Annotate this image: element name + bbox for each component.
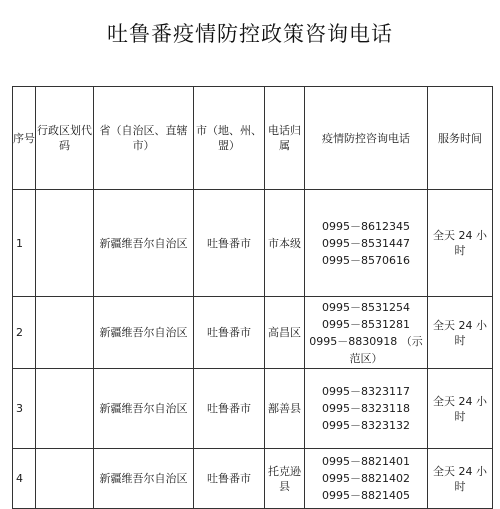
- row-service-time: 全天 24 小时: [428, 449, 493, 509]
- hotline-table: [12, 86, 493, 509]
- phone-number: 0995－8323117: [322, 385, 410, 398]
- row-province: 新疆维吾尔自治区: [94, 449, 194, 509]
- table-header-row: [13, 87, 493, 190]
- row-region-code: [36, 369, 94, 449]
- row-region-code: [36, 449, 94, 509]
- row-phones: [305, 449, 428, 509]
- row-city: 吐鲁番市: [194, 449, 265, 509]
- phone-number: 0995－8612345: [322, 219, 410, 233]
- row-phones: [305, 369, 428, 449]
- table-row: [13, 190, 493, 297]
- phone-number: 0995－8570616: [322, 253, 410, 267]
- row-service-time: 全天 24 小时: [428, 369, 493, 449]
- row-seq: 2: [13, 297, 36, 369]
- row-region-code: [36, 190, 94, 297]
- row-seq: 1: [13, 190, 36, 297]
- row-province: 新疆维吾尔自治区: [94, 297, 194, 369]
- document-title: 吐鲁番疫情防控政策咨询电话: [107, 22, 393, 46]
- header-region-code: 行政区划代码: [36, 87, 94, 190]
- header-province: 省（自治区、直辖市）: [94, 87, 194, 190]
- row-region-code: [36, 297, 94, 369]
- header-phone-area: 电话归属: [265, 87, 305, 190]
- phone-number: 0995－8323118: [322, 402, 410, 415]
- table-row: [13, 369, 493, 449]
- row-province: 新疆维吾尔自治区: [94, 190, 194, 297]
- row-phone-area: 鄯善县: [265, 369, 305, 449]
- row-seq: 4: [13, 449, 36, 509]
- row-phone-area: 高昌区: [265, 297, 305, 369]
- phone-number: 0995－8830918 （示范区）: [309, 334, 423, 365]
- row-phones: [305, 190, 428, 297]
- row-phones: [305, 297, 428, 369]
- phone-number: 0995－8821401: [322, 455, 410, 468]
- row-province: 新疆维吾尔自治区: [94, 369, 194, 449]
- row-city: 吐鲁番市: [194, 190, 265, 297]
- phone-number: 0995－8531254: [322, 300, 410, 314]
- table-row: [13, 297, 493, 369]
- row-city: 吐鲁番市: [194, 297, 265, 369]
- header-hotline: 疫情防控咨询电话: [305, 87, 428, 190]
- row-phone-area: 托克逊县: [265, 449, 305, 509]
- row-service-time: 全天 24 小时: [428, 190, 493, 297]
- phone-number: 0995－8531281: [322, 317, 410, 331]
- phone-number: 0995－8821402: [322, 472, 410, 485]
- header-service-time: 服务时间: [428, 87, 493, 190]
- phone-number: 0995－8531447: [322, 236, 410, 250]
- phone-number: 0995－8821405: [322, 489, 410, 502]
- table-row: [13, 449, 493, 509]
- row-service-time: 全天 24 小时: [428, 297, 493, 369]
- row-phone-area: 市本级: [265, 190, 305, 297]
- row-city: 吐鲁番市: [194, 369, 265, 449]
- header-seq: 序号: [13, 87, 36, 190]
- row-seq: 3: [13, 369, 36, 449]
- header-city: 市（地、州、盟）: [194, 87, 265, 190]
- phone-number: 0995－8323132: [322, 419, 410, 432]
